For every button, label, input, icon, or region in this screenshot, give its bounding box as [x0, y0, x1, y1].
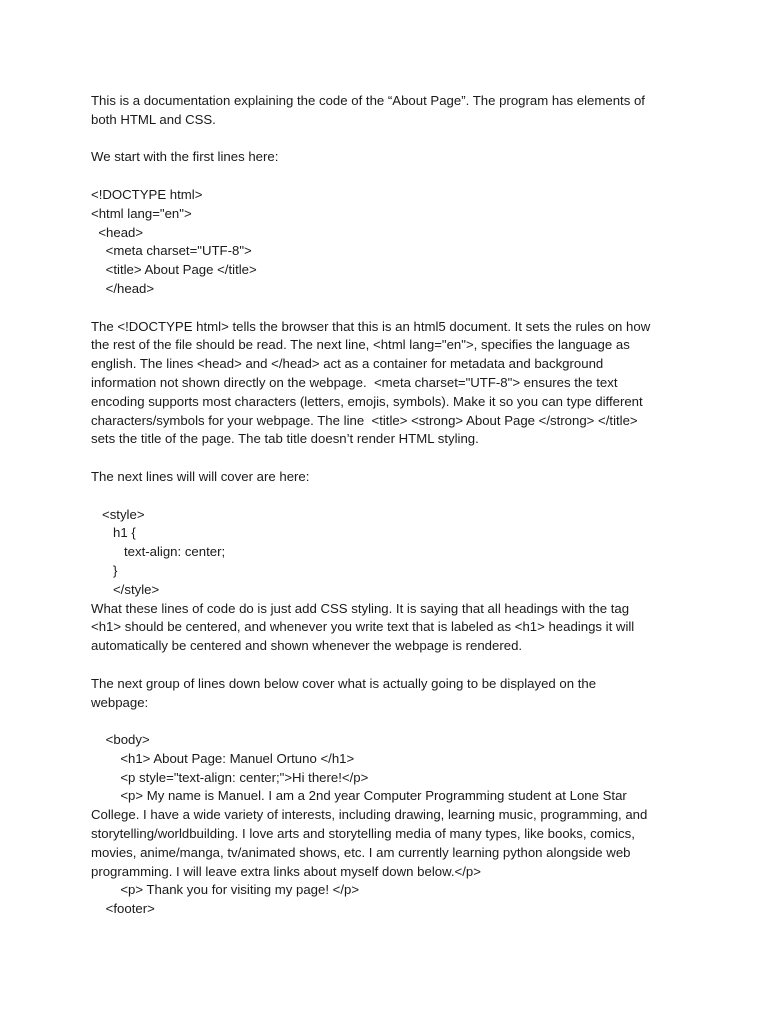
text-line: This is a documentation explaining the code of the “About Page”. The program has elements of [91, 93, 645, 108]
code-line: <head> [91, 224, 144, 240]
code-line: <p> Thank you for visiting my page! </p> [91, 882, 360, 898]
code-line: <!DOCTYPE html> [91, 186, 203, 202]
code-line: <html lang="en"> [91, 205, 192, 221]
text-line: both HTML and CSS. [91, 111, 216, 127]
code-line: <meta charset="UTF-8"> [91, 243, 252, 259]
blank-line [91, 656, 691, 675]
text-line: automatically be centered and shown whenever the webpage is rendered. [91, 638, 523, 654]
text-line: The <!DOCTYPE html> tells the browser that this is an html5 document. It sets the rules on how [91, 318, 651, 334]
blank-line [91, 487, 691, 506]
text-line: webpage: [91, 694, 149, 710]
text-line: <h1> should be centered, and whenever you write text that is labeled as <h1> headings it will [91, 619, 635, 635]
code-line: </head> [91, 280, 155, 296]
code-line: text-align: center; [91, 544, 226, 560]
blank-line [91, 449, 691, 468]
code-line: <p> My name is Manuel. I am a 2nd year Computer Programming student at Lone Star [91, 788, 627, 804]
code-line: <style> [91, 506, 145, 522]
text-line: sets the title of the page. The tab title doesn’t render HTML styling. [91, 431, 479, 447]
code-line: </style> [91, 581, 160, 597]
code-line: <body> [91, 732, 150, 748]
text-line: encoding supports most characters (letters, emojis, symbols). Make it so you can type different [91, 393, 643, 409]
blank-line [91, 167, 691, 186]
code-line: movies, anime/manga, tv/animated shows, etc. I am currently learning python alongside web [91, 844, 631, 860]
code-line: <p style="text-align: center;">Hi there!</p> [91, 769, 369, 785]
code-line: College. I have a wide variety of interests, including drawing, learning music, programming, and [91, 807, 648, 823]
code-line: } [91, 562, 118, 578]
text-line: the rest of the file should be read. The next line, <html lang="en">, specifies the language as [91, 337, 630, 353]
text-line: english. The lines <head> and </head> act as a container for metadata and background [91, 356, 604, 372]
code-line: h1 { [91, 525, 136, 541]
text-line: characters/symbols for your webpage. The line <title> <strong> About Page </strong> </title> [91, 412, 638, 428]
code-line: storytelling/worldbuilding. I love arts and storytelling media of many types, like books, comics, [91, 826, 635, 842]
text-line: What these lines of code do is just add CSS styling. It is saying that all headings with the tag [91, 600, 630, 616]
text-line: The next lines will will cover are here: [91, 468, 310, 484]
blank-line [91, 130, 691, 149]
text-line: information not shown directly on the webpage. <meta charset="UTF-8"> ensures the text [91, 374, 618, 390]
document-body [91, 92, 691, 919]
text-line: The next group of lines down below cover what is actually going to be displayed on the [91, 675, 597, 691]
blank-line [91, 299, 691, 318]
code-line: <title> About Page </title> [91, 262, 257, 278]
code-line: programming. I will leave extra links about myself down below.</p> [91, 863, 481, 879]
blank-line [91, 712, 691, 731]
code-line: <footer> [91, 901, 155, 917]
code-line: <h1> About Page: Manuel Ortuno </h1> [91, 750, 355, 766]
text-line: We start with the first lines here: [91, 149, 279, 165]
